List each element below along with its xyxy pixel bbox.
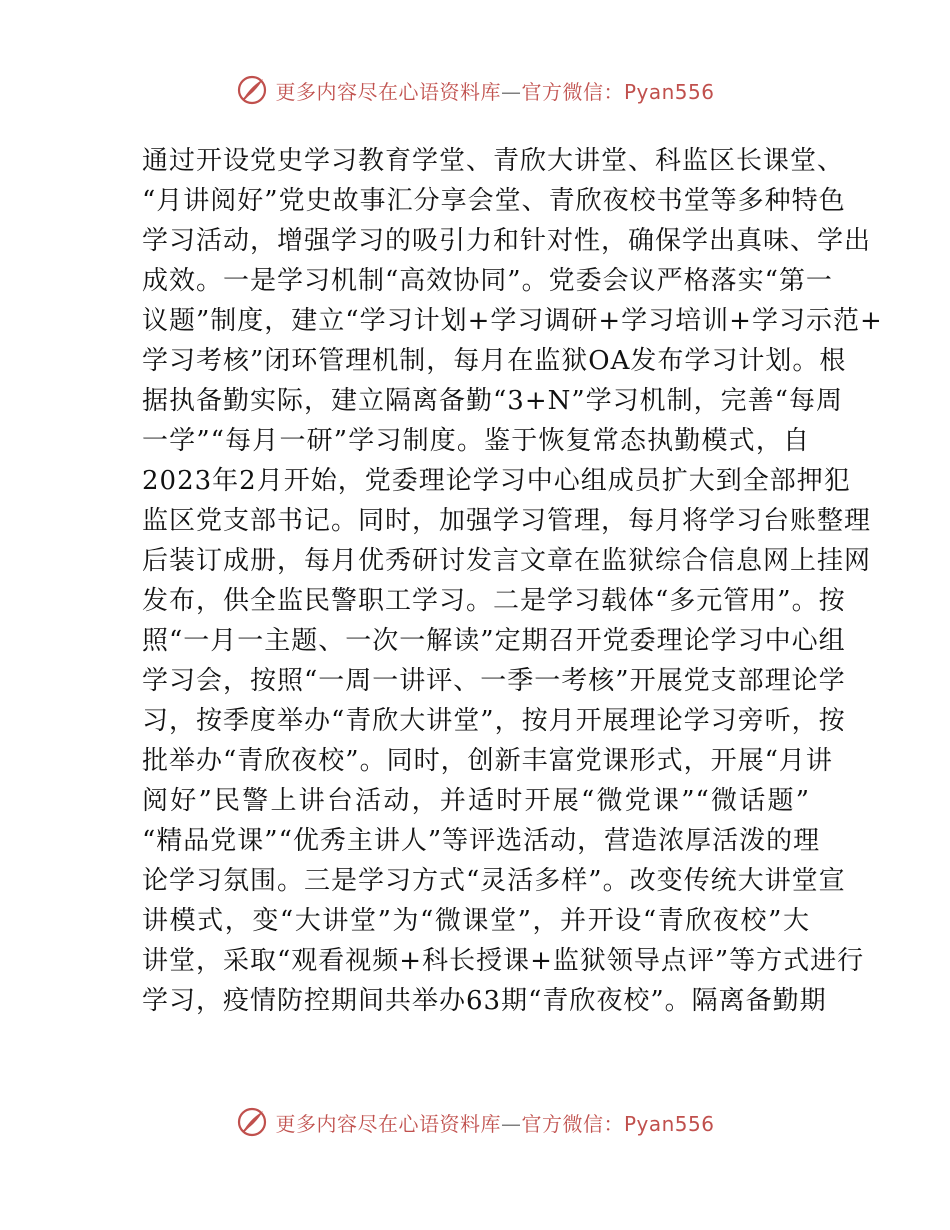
header-watermark-separator: —: [500, 79, 522, 104]
body-text-line: 成效。一是学习机制“高效协同”。党委会议严格落实“第一: [142, 266, 833, 296]
body-text-line: 发布，供全监民警职工学习。二是学习载体“多元管用”。按: [142, 586, 846, 616]
body-text-line: 通过开设党史学习教育学堂、青欣大讲堂、科监区长课堂、: [142, 146, 845, 176]
header-watermark-main: 更多内容尽在心语资料库: [275, 79, 501, 104]
body-text-line: “精品党课”“优秀主讲人”等评选活动，营造浓厚活泼的理: [142, 826, 821, 856]
body-text-line: 一学”“每月一研”学习制度。鉴于恢复常态执勤模式，自: [142, 426, 810, 456]
document-body-text: [142, 141, 883, 1021]
body-text-line: 习，按季度举办“青欣大讲堂”，按月开展理论学习旁听，按: [142, 706, 846, 736]
body-text-line: 讲模式，变“大讲堂”为“微课堂”，并开设“青欣夜校”大: [142, 906, 810, 936]
body-text-line: 学习会，按照“一周一讲评、一季一考核”开展党支部理论学: [142, 666, 846, 696]
body-text-line: 阅好”民警上讲台活动，并适时开展“微党课”“微话题”: [142, 786, 810, 816]
quill-logo-icon: [235, 1105, 269, 1139]
body-text-line: 学习活动，增强学习的吸引力和针对性，确保学出真味、学出: [142, 226, 872, 256]
footer-watermark-separator: —: [500, 1111, 522, 1136]
footer-watermark-contact: 官方微信：Pyan556: [521, 1111, 715, 1136]
header-watermark-text: [275, 76, 714, 105]
quill-logo-icon: [235, 73, 269, 107]
body-text-line: 议题”制度，建立“学习计划+学习调研+学习培训+学习示范+: [142, 306, 883, 336]
footer-watermark-text: [275, 1108, 714, 1137]
footer-watermark-group: [235, 1105, 714, 1139]
body-text-line: 据执备勤实际，建立隔离备勤“3+N”学习机制，完善“每周: [142, 386, 843, 416]
body-text-line: 后装订成册，每月优秀研讨发言文章在监狱综合信息网上挂网: [142, 546, 872, 576]
body-text-line: 2023年2月开始，党委理论学习中心组成员扩大到全部押犯: [142, 466, 851, 496]
body-text-line: 学习考核”闭环管理机制，每月在监狱OA发布学习计划。根: [142, 346, 847, 376]
body-text-line: 学习，疫情防控期间共举办63期“青欣夜校”。隔离备勤期: [142, 986, 827, 1016]
footer-watermark-banner: [0, 1102, 950, 1142]
body-text-line: 批举办“青欣夜校”。同时，创新丰富党课形式，开展“月讲: [142, 746, 833, 776]
footer-watermark-main: 更多内容尽在心语资料库: [275, 1111, 501, 1136]
body-text-line: 监区党支部书记。同时，加强学习管理，每月将学习台账整理: [142, 506, 872, 536]
header-watermark-contact: 官方微信：Pyan556: [521, 79, 715, 104]
body-text-line: 照“一月一主题、一次一解读”定期召开党委理论学习中心组: [142, 626, 846, 656]
body-text-line: 论学习氛围。三是学习方式“灵活多样”。改变传统大讲堂宣: [142, 866, 846, 896]
header-watermark-banner: [0, 70, 950, 110]
header-watermark-group: [235, 73, 714, 107]
body-text-line: 讲堂，采取“观看视频+科长授课+监狱领导点评”等方式进行: [142, 946, 865, 976]
body-text-line: “月讲阅好”党史故事汇分享会堂、青欣夜校书堂等多种特色: [142, 186, 846, 216]
